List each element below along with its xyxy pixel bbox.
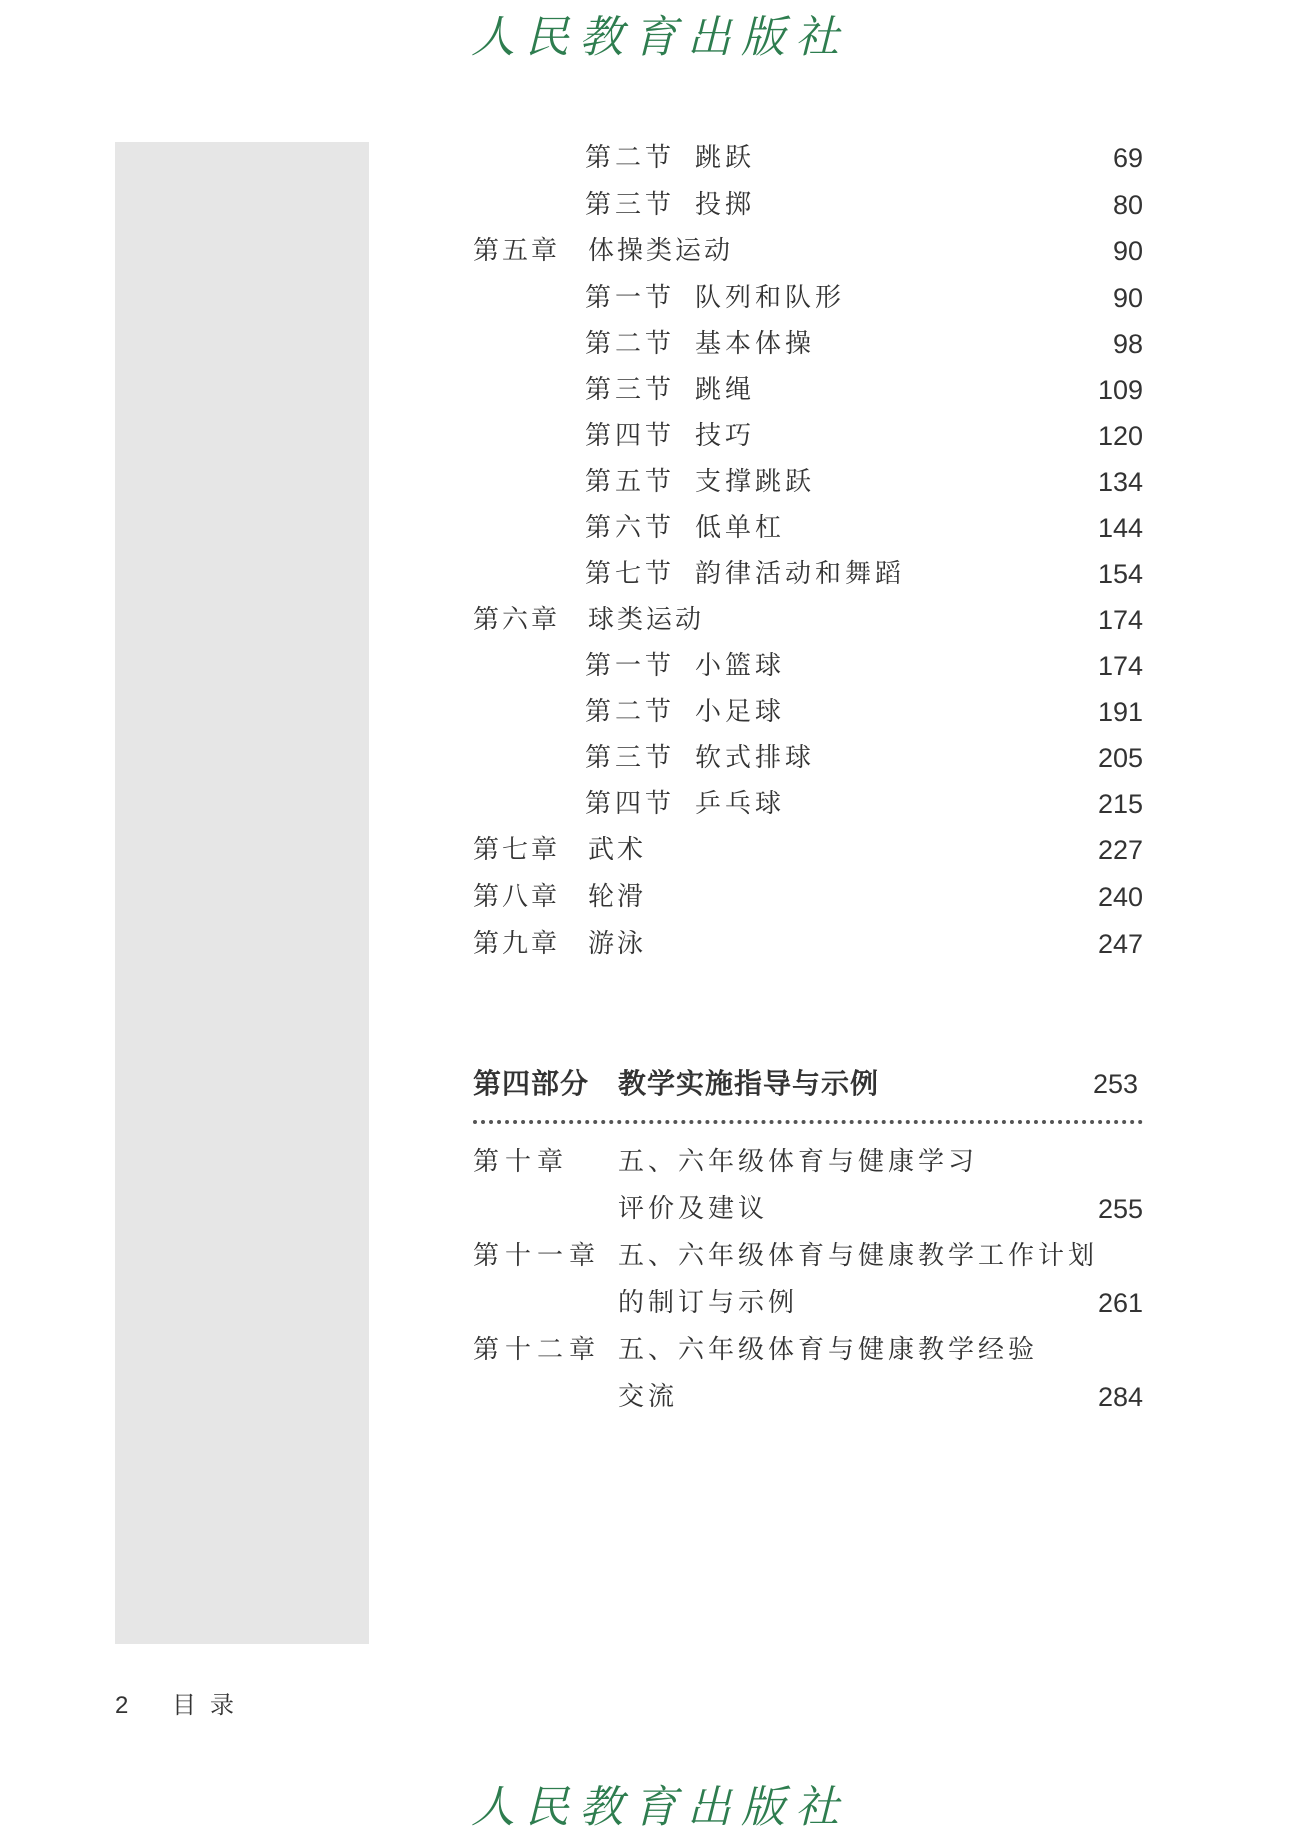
section-title: 跳跃 <box>695 143 756 173</box>
part-heading[interactable]: 第四部分 教学实施指导与示例 <box>473 1067 880 1100</box>
page-number: 284 <box>1097 1382 1143 1412</box>
page-number: 247 <box>1097 929 1143 959</box>
section-title: 基本体操 <box>695 329 816 359</box>
section-title: 支撑跳跃 <box>695 467 816 497</box>
chapter-title: 武术 <box>588 835 647 865</box>
section-number: 第四节 <box>585 789 676 819</box>
chapter-number: 第十一章 <box>473 1241 602 1271</box>
footer-label: 目录 <box>172 1691 248 1719</box>
chapter-title: 轮滑 <box>588 882 647 912</box>
toc-chapter-row[interactable] <box>473 1142 1143 1182</box>
toc-section-row[interactable] <box>585 554 1143 594</box>
page-number: 98 <box>1112 329 1143 359</box>
section-number: 第一节 <box>585 283 676 313</box>
toc-chapter-row[interactable] <box>473 877 1143 917</box>
publisher-logo-icon <box>470 1770 850 1842</box>
toc-section-row[interactable] <box>585 278 1143 318</box>
chapter-number: 第五章 <box>473 236 561 266</box>
chapter-title-line2: 交流 <box>618 1382 679 1412</box>
toc-section-row[interactable] <box>585 738 1143 778</box>
page-number: 120 <box>1097 421 1143 451</box>
page-number: 144 <box>1097 513 1143 543</box>
toc-section-row[interactable] <box>585 646 1143 686</box>
section-number: 第四节 <box>585 421 676 451</box>
toc-chapter-row[interactable] <box>473 1330 1143 1370</box>
page-number: 109 <box>1097 375 1143 405</box>
section-title: 乒乓球 <box>695 789 786 819</box>
section-title: 韵律活动和舞蹈 <box>695 559 906 589</box>
toc-chapter-row[interactable] <box>473 231 1143 271</box>
publisher-watermark-text: 人民教育出版社 <box>471 12 849 63</box>
dotted-divider <box>473 1120 1143 1124</box>
section-title: 小篮球 <box>695 651 786 681</box>
page-number: 240 <box>1097 882 1143 912</box>
footer-page-number: 2 <box>115 1692 129 1719</box>
chapter-number: 第九章 <box>473 929 561 959</box>
toc-section-row[interactable] <box>585 462 1143 502</box>
chapter-title-line2: 的制订与示例 <box>618 1288 799 1318</box>
page-number: 154 <box>1097 559 1143 589</box>
section-number: 第三节 <box>585 190 676 220</box>
toc-section-row[interactable] <box>585 138 1143 178</box>
section-number: 第七节 <box>585 559 676 589</box>
part-page-number: 253 <box>1092 1069 1138 1099</box>
toc-section-row[interactable] <box>585 416 1143 456</box>
section-number: 第二节 <box>585 329 676 359</box>
section-title: 小足球 <box>695 697 786 727</box>
publisher-watermark-bottom <box>470 1770 850 1842</box>
page-number: 134 <box>1097 467 1143 497</box>
chapter-number: 第十章 <box>473 1147 570 1177</box>
toc-chapter-row-continued[interactable] <box>473 1189 1143 1229</box>
page-number: 261 <box>1097 1288 1143 1318</box>
chapter-title: 游泳 <box>588 929 647 959</box>
toc-section-row[interactable] <box>585 692 1143 732</box>
section-number: 第六节 <box>585 513 676 543</box>
toc-section-row[interactable] <box>585 508 1143 548</box>
toc-chapter-row-continued[interactable] <box>473 1377 1143 1417</box>
chapter-title: 球类运动 <box>588 605 705 635</box>
page-number: 174 <box>1097 605 1143 635</box>
section-number: 第三节 <box>585 375 676 405</box>
page-number: 215 <box>1097 789 1143 819</box>
section-number: 第三节 <box>585 743 676 773</box>
chapter-title-line1: 五、六年级体育与健康教学工作计划 <box>618 1241 1099 1271</box>
toc-chapter-row[interactable] <box>473 924 1143 964</box>
section-title: 队列和队形 <box>695 283 846 313</box>
publisher-watermark-text: 人民教育出版社 <box>471 1782 849 1833</box>
toc-section-row[interactable] <box>585 370 1143 410</box>
page-number: 80 <box>1112 190 1143 220</box>
page-number: 191 <box>1097 697 1143 727</box>
section-title: 软式排球 <box>695 743 816 773</box>
toc-section-row[interactable] <box>585 784 1143 824</box>
chapter-number: 第十二章 <box>473 1335 602 1365</box>
section-title: 跳绳 <box>695 375 756 405</box>
section-title: 低单杠 <box>695 513 786 543</box>
toc-chapter-row[interactable] <box>473 1236 1143 1276</box>
chapter-title-line2: 评价及建议 <box>618 1194 769 1224</box>
chapter-number: 第六章 <box>473 605 561 635</box>
section-number: 第二节 <box>585 143 676 173</box>
chapter-title-line1: 五、六年级体育与健康学习 <box>618 1147 979 1177</box>
page-number: 227 <box>1097 835 1143 865</box>
toc-chapter-row[interactable] <box>473 830 1143 870</box>
chapter-number: 第八章 <box>473 882 561 912</box>
section-number: 第二节 <box>585 697 676 727</box>
chapter-title: 体操类运动 <box>588 236 734 266</box>
page-number: 205 <box>1097 743 1143 773</box>
section-title: 投掷 <box>695 190 756 220</box>
page-number: 90 <box>1112 283 1143 313</box>
page-footer <box>115 1688 248 1722</box>
toc-chapter-row[interactable] <box>473 600 1143 640</box>
chapter-number: 第七章 <box>473 835 561 865</box>
section-number: 第五节 <box>585 467 676 497</box>
page-number: 69 <box>1112 143 1143 173</box>
section-title: 技巧 <box>695 421 756 451</box>
chapter-title-line1: 五、六年级体育与健康教学经验 <box>618 1335 1039 1365</box>
page-number: 174 <box>1097 651 1143 681</box>
toc-chapter-row-continued[interactable] <box>473 1283 1143 1323</box>
toc-section-row[interactable] <box>585 324 1143 364</box>
page-number: 255 <box>1097 1194 1143 1224</box>
toc-section-row[interactable] <box>585 185 1143 225</box>
section-number: 第一节 <box>585 651 676 681</box>
page-number: 90 <box>1112 236 1143 266</box>
